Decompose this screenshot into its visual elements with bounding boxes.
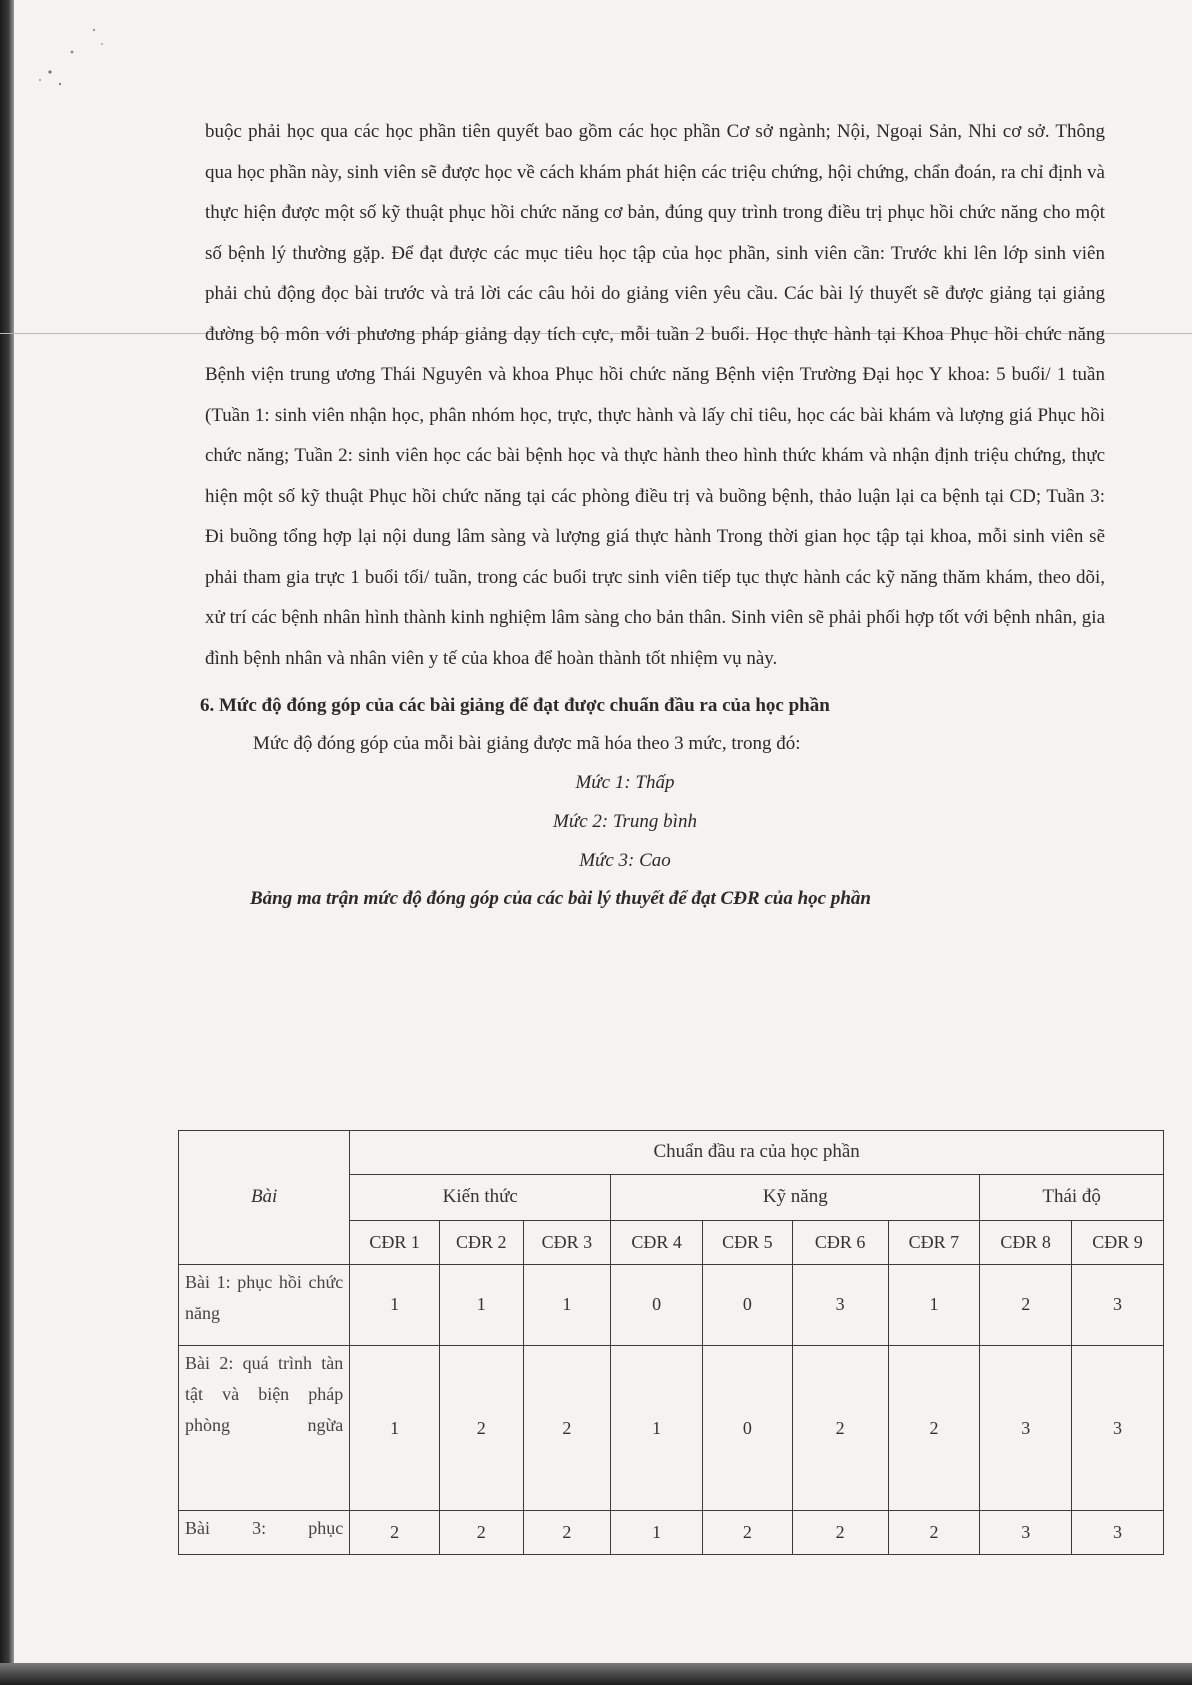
header-outcome: CĐR 7 <box>888 1220 980 1264</box>
header-lesson: Bài <box>179 1131 350 1265</box>
contribution-matrix-table <box>178 1130 1164 1555</box>
cell-value: 2 <box>523 1511 611 1555</box>
header-outcomes: Chuẩn đầu ra của học phần <box>350 1131 1164 1175</box>
cell-value: 2 <box>792 1346 888 1511</box>
table-row <box>179 1264 1164 1345</box>
header-outcome: CĐR 6 <box>792 1220 888 1264</box>
table-row <box>179 1511 1164 1555</box>
cell-value: 2 <box>440 1511 524 1555</box>
cell-value: 2 <box>703 1511 793 1555</box>
scan-speckles <box>32 22 112 92</box>
cell-value: 2 <box>350 1511 440 1555</box>
header-outcome: CĐR 3 <box>523 1220 611 1264</box>
cell-value: 2 <box>980 1264 1072 1345</box>
header-group-attitude: Thái độ <box>980 1174 1164 1220</box>
cell-value: 0 <box>611 1264 703 1345</box>
table-row <box>179 1346 1164 1511</box>
cell-value: 2 <box>888 1346 980 1511</box>
header-outcome: CĐR 1 <box>350 1220 440 1264</box>
level-2: Mức 2: Trung bình <box>553 811 697 832</box>
header-group-skills: Kỹ năng <box>611 1174 980 1220</box>
scan-edge-bottom <box>0 1663 1192 1685</box>
cell-value: 1 <box>350 1264 440 1345</box>
cell-value: 2 <box>792 1511 888 1555</box>
header-outcome: CĐR 8 <box>980 1220 1072 1264</box>
body-paragraph: buộc phải học qua các học phần tiên quyết bao gồm các học phần Cơ sở ngành; Nội, Ngoại Sản, Nhi cơ sở. Thông qua học phần này, sinh viên sẽ được học về cách khám phát hiện các triệu chứng, hội chứng, chẩn đoán, ra chỉ định và thực hiện được một số kỹ thuật phục hồi chức năng cơ bản, đúng quy trình trong điều trị phục hồi chức năng cho một số bệnh lý thường gặp. Để đạt được các mục tiêu học tập của học phần, sinh viên cần: Trước khi lên lớp sinh viên phải chủ động đọc bài trước và trả lời các câu hỏi do giảng viên yêu cầu. Các bài lý thuyết sẽ được giảng tại giảng đường bộ môn với phương pháp giảng dạy tích cực, mỗi tuần 2 buổi. Học thực hành tại Khoa Phục hồi chức năng Bệnh viện trung ương Thái Nguyên và khoa Phục hồi chức năng Bệnh viện Trường Đại học Y khoa: 5 buổi/ 1 tuần (Tuần 1: sinh viên nhận học, phân nhóm học, trực, thực hành và lấy chỉ tiêu, học các bài khám và lượng giá Phục hồi chức năng; Tuần 2: sinh viên học các bài bệnh học và thực hành theo hình thức khám và nhận định triệu chứng, thực hiện một số kỹ thuật Phục hồi chức năng tại các phòng điều trị và buồng bệnh, thảo luận lại ca bệnh tại CD; Tuần 3: Đi buồng tổng hợp lại nội dung lâm sàng và lượng giá thực hành Trong thời gian học tập tại khoa, mỗi sinh viên sẽ phải tham gia trực 1 buổi tối/ tuần, trong các buổi trực sinh viên tiếp tục thực hành các kỹ năng thăm khám, theo dõi, xử trí các bệnh nhân hình thành kinh nghiệm lâm sàng cho bản thân. Sinh viên sẽ phải phối hợp tốt với bệnh nhân, gia đình bệnh nhân và nhân viên y tế của khoa để hoàn thành tốt nhiệm vụ này. <box>205 121 1105 669</box>
cell-value: 3 <box>980 1346 1072 1511</box>
cell-value: 2 <box>440 1346 524 1511</box>
cell-value: 1 <box>440 1264 524 1345</box>
header-outcome: CĐR 4 <box>611 1220 703 1264</box>
level-3: Mức 3: Cao <box>579 850 671 871</box>
header-group-knowledge: Kiến thức <box>350 1174 611 1220</box>
level-1: Mức 1: Thấp <box>575 772 675 793</box>
header-outcome: CĐR 2 <box>440 1220 524 1264</box>
levels-intro: Mức độ đóng góp của mỗi bài giảng được mã hóa theo 3 mức, trong đó: <box>253 733 801 754</box>
table-caption: Bảng ma trận mức độ đóng góp của các bài lý thuyết để đạt CĐR của học phần <box>250 888 871 909</box>
document-body <box>200 112 1105 918</box>
cell-value: 3 <box>1072 1346 1164 1511</box>
cell-value: 2 <box>523 1346 611 1511</box>
row-lesson: Bài 2: quá trình tàn tật và biện pháp phòng ngừa <box>179 1346 350 1511</box>
section-heading: 6. Mức độ đóng góp của các bài giảng để đạt được chuẩn đầu ra của học phần <box>200 695 830 716</box>
cell-value: 3 <box>1072 1511 1164 1555</box>
cell-value: 1 <box>888 1264 980 1345</box>
cell-value: 0 <box>703 1346 793 1511</box>
row-lesson: Bài 3: phục <box>179 1511 350 1555</box>
cell-value: 2 <box>888 1511 980 1555</box>
cell-value: 1 <box>523 1264 611 1345</box>
row-lesson: Bài 1: phục hồi chức năng <box>179 1264 350 1345</box>
cell-value: 3 <box>1072 1264 1164 1345</box>
cell-value: 1 <box>611 1346 703 1511</box>
cell-value: 1 <box>350 1346 440 1511</box>
cell-value: 3 <box>792 1264 888 1345</box>
cell-value: 0 <box>703 1264 793 1345</box>
scan-edge-left <box>0 0 14 1685</box>
cell-value: 1 <box>611 1511 703 1555</box>
header-outcome: CĐR 9 <box>1072 1220 1164 1264</box>
cell-value: 3 <box>980 1511 1072 1555</box>
header-outcome: CĐR 5 <box>703 1220 793 1264</box>
